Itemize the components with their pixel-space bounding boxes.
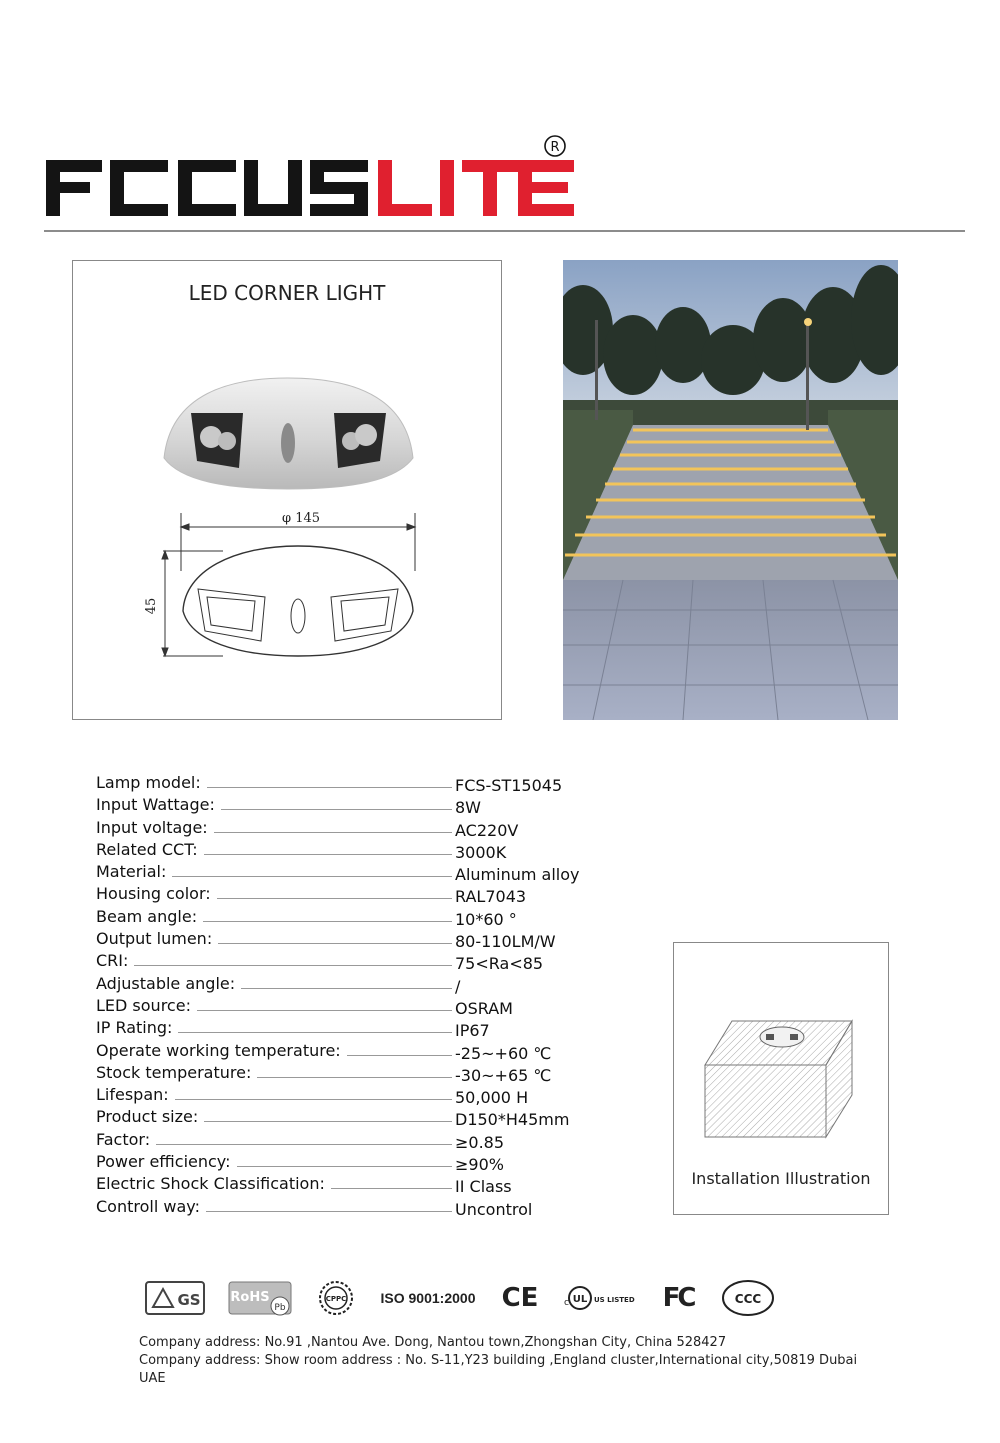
spec-row [96, 1017, 616, 1039]
spec-label: IP Rating: [96, 1017, 178, 1039]
focuslite-logo [44, 132, 574, 227]
spec-label: Output lumen: [96, 928, 218, 950]
spec-label: CRI: [96, 950, 134, 972]
spec-row [96, 861, 616, 883]
spec-value: -25~+60 ℃ [455, 1043, 552, 1063]
spec-value: -30~+65 ℃ [455, 1065, 552, 1085]
spec-value: / [455, 976, 461, 996]
spec-label: Material: [96, 861, 172, 883]
spec-row [96, 950, 616, 972]
spec-value: 50,000 H [455, 1088, 529, 1108]
spec-label: Related CCT: [96, 839, 204, 861]
spec-row [96, 1173, 616, 1195]
ul-cert-icon [560, 1276, 638, 1320]
spec-row [96, 772, 616, 794]
spec-row [96, 1040, 616, 1062]
spec-label: Stock temperature: [96, 1062, 257, 1084]
company-address-1: Company address: No.91 ,Nantou Ave. Dong, Nantou town,Zhongshan City, China 528427 [139, 1335, 727, 1350]
spec-label: Controll way: [96, 1196, 206, 1218]
product-panel [72, 260, 502, 720]
ul-cert-label: US LISTED [594, 1296, 635, 1304]
spec-row [96, 817, 616, 839]
spec-row [96, 928, 616, 950]
spec-value: AC220V [455, 820, 519, 840]
spec-value: 8W [455, 798, 481, 818]
company-address-2: Company address: Show room address : No. S-11,Y23 building ,England cluster,International city,50819 Dubai UAE [139, 1353, 858, 1386]
spec-value: OSRAM [455, 998, 513, 1018]
spec-row [96, 1084, 616, 1106]
spec-label: Lifespan: [96, 1084, 175, 1106]
cppc-cert-icon [316, 1276, 356, 1320]
lamp-photo [161, 373, 416, 493]
spec-table [96, 772, 616, 1218]
spec-row [96, 973, 616, 995]
gs-cert-icon [145, 1276, 205, 1320]
spec-row [96, 906, 616, 928]
spec-label: Adjustable angle: [96, 973, 241, 995]
dim-height-label: 45 [144, 597, 159, 615]
svg-text:c: c [564, 1298, 569, 1308]
spec-label: Factor: [96, 1129, 156, 1151]
spec-row [96, 995, 616, 1017]
fcc-cert-icon: FC [662, 1283, 694, 1313]
spec-value: 10*60 ° [455, 909, 517, 929]
dimension-drawing [133, 501, 433, 666]
spec-value: FCS-ST15045 [455, 776, 563, 795]
spec-row [96, 1151, 616, 1173]
spec-row [96, 1106, 616, 1128]
spec-label: Input Wattage: [96, 794, 221, 816]
spec-value: Aluminum alloy [455, 865, 580, 885]
spec-label: LED source: [96, 995, 197, 1017]
spec-label: Electric Shock Classification: [96, 1173, 331, 1195]
spec-row [96, 1129, 616, 1151]
certification-strip [140, 1276, 780, 1320]
spec-value: D150*H45mm [455, 1110, 570, 1130]
stairs-installation-photo [563, 260, 898, 720]
spec-leader-line [96, 965, 452, 966]
rohs-cert-icon [228, 1276, 296, 1320]
spec-label: Lamp model: [96, 772, 207, 794]
cppc-cert-label: CPPC [325, 1295, 347, 1303]
spec-value: RAL7043 [455, 887, 527, 907]
company-addresses [139, 1334, 879, 1388]
header-rule [44, 230, 965, 232]
installation-caption: Installation Illustration [691, 1169, 871, 1188]
spec-label: Product size: [96, 1106, 204, 1128]
spec-value: II Class [455, 1177, 512, 1197]
spec-label: Power efficiency: [96, 1151, 237, 1173]
spec-value: Uncontrol [455, 1199, 533, 1219]
dim-diameter-label: φ 145 [281, 511, 321, 526]
registered-mark: R [550, 140, 560, 155]
spec-row [96, 883, 616, 905]
installation-panel [673, 942, 889, 1215]
spec-row [96, 1062, 616, 1084]
spec-label: Input voltage: [96, 817, 214, 839]
ccc-cert-icon [720, 1276, 776, 1320]
ccc-cert-label: CCC [734, 1292, 762, 1306]
spec-row [96, 794, 616, 816]
spec-value: 80-110LM/W [455, 932, 556, 952]
spec-label: Operate working temperature: [96, 1040, 347, 1062]
spec-value: ≥0.85 [455, 1132, 505, 1152]
spec-label: Housing color: [96, 883, 217, 905]
installation-illustration [702, 1015, 854, 1139]
spec-value: 75<Ra<85 [455, 954, 544, 974]
spec-value: 3000K [455, 842, 507, 862]
spec-value: IP67 [455, 1021, 490, 1041]
spec-label: Beam angle: [96, 906, 203, 928]
gs-cert-label: GS [177, 1291, 201, 1309]
iso-cert-label: ISO 9001:2000 [380, 1290, 476, 1306]
rohs-cert-label: RoHS [230, 1290, 270, 1305]
rohs-pb-label: Pb [274, 1303, 286, 1313]
spec-row [96, 1196, 616, 1218]
spec-value: ≥90% [455, 1155, 504, 1175]
ce-cert-icon: CE [501, 1283, 539, 1313]
spec-row [96, 839, 616, 861]
svg-text:UL: UL [572, 1294, 588, 1305]
product-title: LED CORNER LIGHT [188, 281, 386, 305]
